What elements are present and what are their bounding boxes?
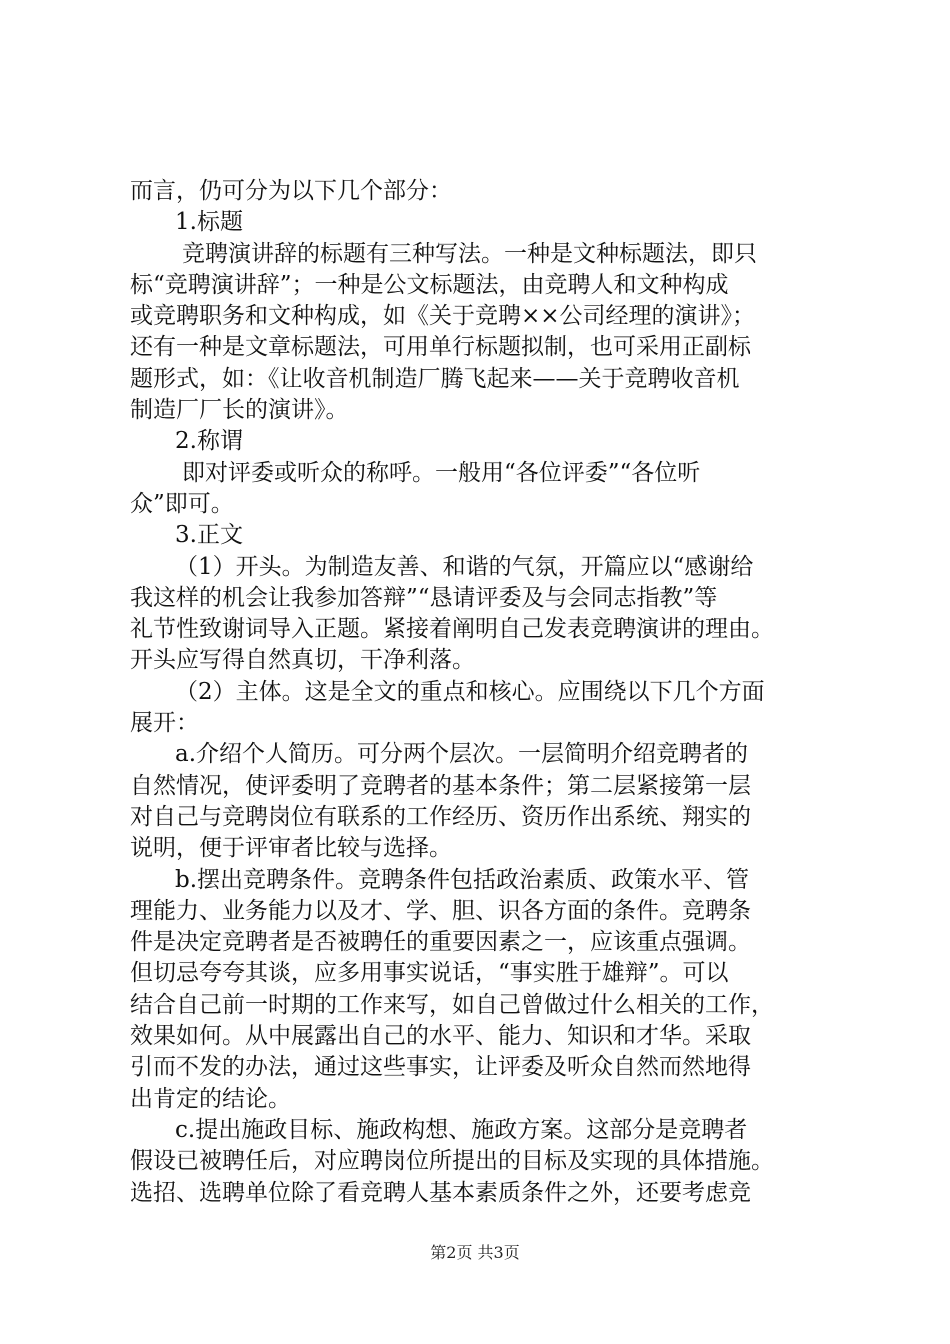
text-line: 自然情况，使评委明了竞聘者的基本条件；第二层紧接第一层 [130, 772, 751, 799]
text-line: 3.正文 [175, 522, 243, 549]
text-line: 效果如何。从中展露出自己的水平、能力、知识和才华。采取 [130, 1023, 751, 1050]
text-line: b.摆出竞聘条件。竞聘条件包括政治素质、政策水平、管 [175, 866, 750, 893]
text-line: 2.称谓 [175, 428, 243, 455]
text-line: 假设已被聘任后，对应聘岗位所提出的目标及实现的具体措施。 [130, 1148, 774, 1175]
text-line: （2）主体。这是全文的重点和核心。应围绕以下几个方面 [175, 678, 765, 705]
text-line: 题形式，如：《让收音机制造厂腾飞起来——关于竞聘收音机 [130, 365, 740, 392]
text-line: 开头应写得自然真切，干净利落。 [130, 647, 475, 674]
text-line: 引而不发的办法，通过这些事实，让评委及听众自然而然地得 [130, 1054, 751, 1081]
text-line: 但切忌夸夸其谈，应多用事实说话，“事实胜于雄辩”。可以 [130, 960, 729, 987]
text-line: 理能力、业务能力以及才、学、胆、识各方面的条件。竞聘条 [130, 897, 751, 924]
text-line: 件是决定竞聘者是否被聘任的重要因素之一，应该重点强调。 [130, 929, 751, 956]
text-line: 展开： [130, 710, 199, 737]
text-line: 我这样的机会让我参加答辩”“恳请评委及与会同志指教”等 [130, 584, 718, 611]
text-line: a.介绍个人简历。可分两个层次。一层简明介绍竞聘者的 [175, 741, 749, 768]
text-line: 出肯定的结论。 [130, 1085, 291, 1112]
text-line: 竞聘演讲辞的标题有三种写法。一种是文种标题法，即只 [182, 240, 757, 267]
text-line: 1.标题 [175, 209, 243, 236]
text-line: 选招、选聘单位除了看竞聘人基本素质条件之外，还要考虑竞 [130, 1179, 751, 1206]
text-line: 即对评委或听众的称呼。一般用“各位评委”“各位听 [182, 459, 701, 486]
text-line: 而言，仍可分为以下几个部分： [130, 178, 452, 204]
text-line: 结合自己前一时期的工作来写，如自己曾做过什么相关的工作， [130, 991, 774, 1018]
text-line: 对自己与竞聘岗位有联系的工作经历、资历作出系统、翔实的 [130, 803, 751, 830]
text-line: （1）开头。为制造友善、和谐的气氛，开篇应以“感谢给 [175, 553, 754, 580]
document-body [130, 176, 840, 1209]
text-line: 标“竞聘演讲辞”；一种是公文标题法，由竞聘人和文种构成 [130, 271, 729, 298]
text-line: c.提出施政目标、施政构想、施政方案。这部分是竞聘者 [175, 1116, 748, 1143]
page-footer: 第2页 共3页 [430, 1243, 520, 1262]
text-line: 制造厂厂长的演讲》。 [130, 397, 349, 424]
text-line: 礼节性致谢词导入正题。紧接着阐明自己发表竞聘演讲的理由。 [130, 616, 774, 643]
text-line: 或竞聘职务和文种构成，如《关于竞聘××公司经理的演讲》； [130, 303, 756, 330]
text-line: 说明，便于评审者比较与选择。 [130, 835, 452, 862]
text-line: 众”即可。 [130, 490, 234, 517]
text-line: 还有一种是文章标题法，可用单行标题拟制，也可采用正副标 [130, 334, 751, 361]
